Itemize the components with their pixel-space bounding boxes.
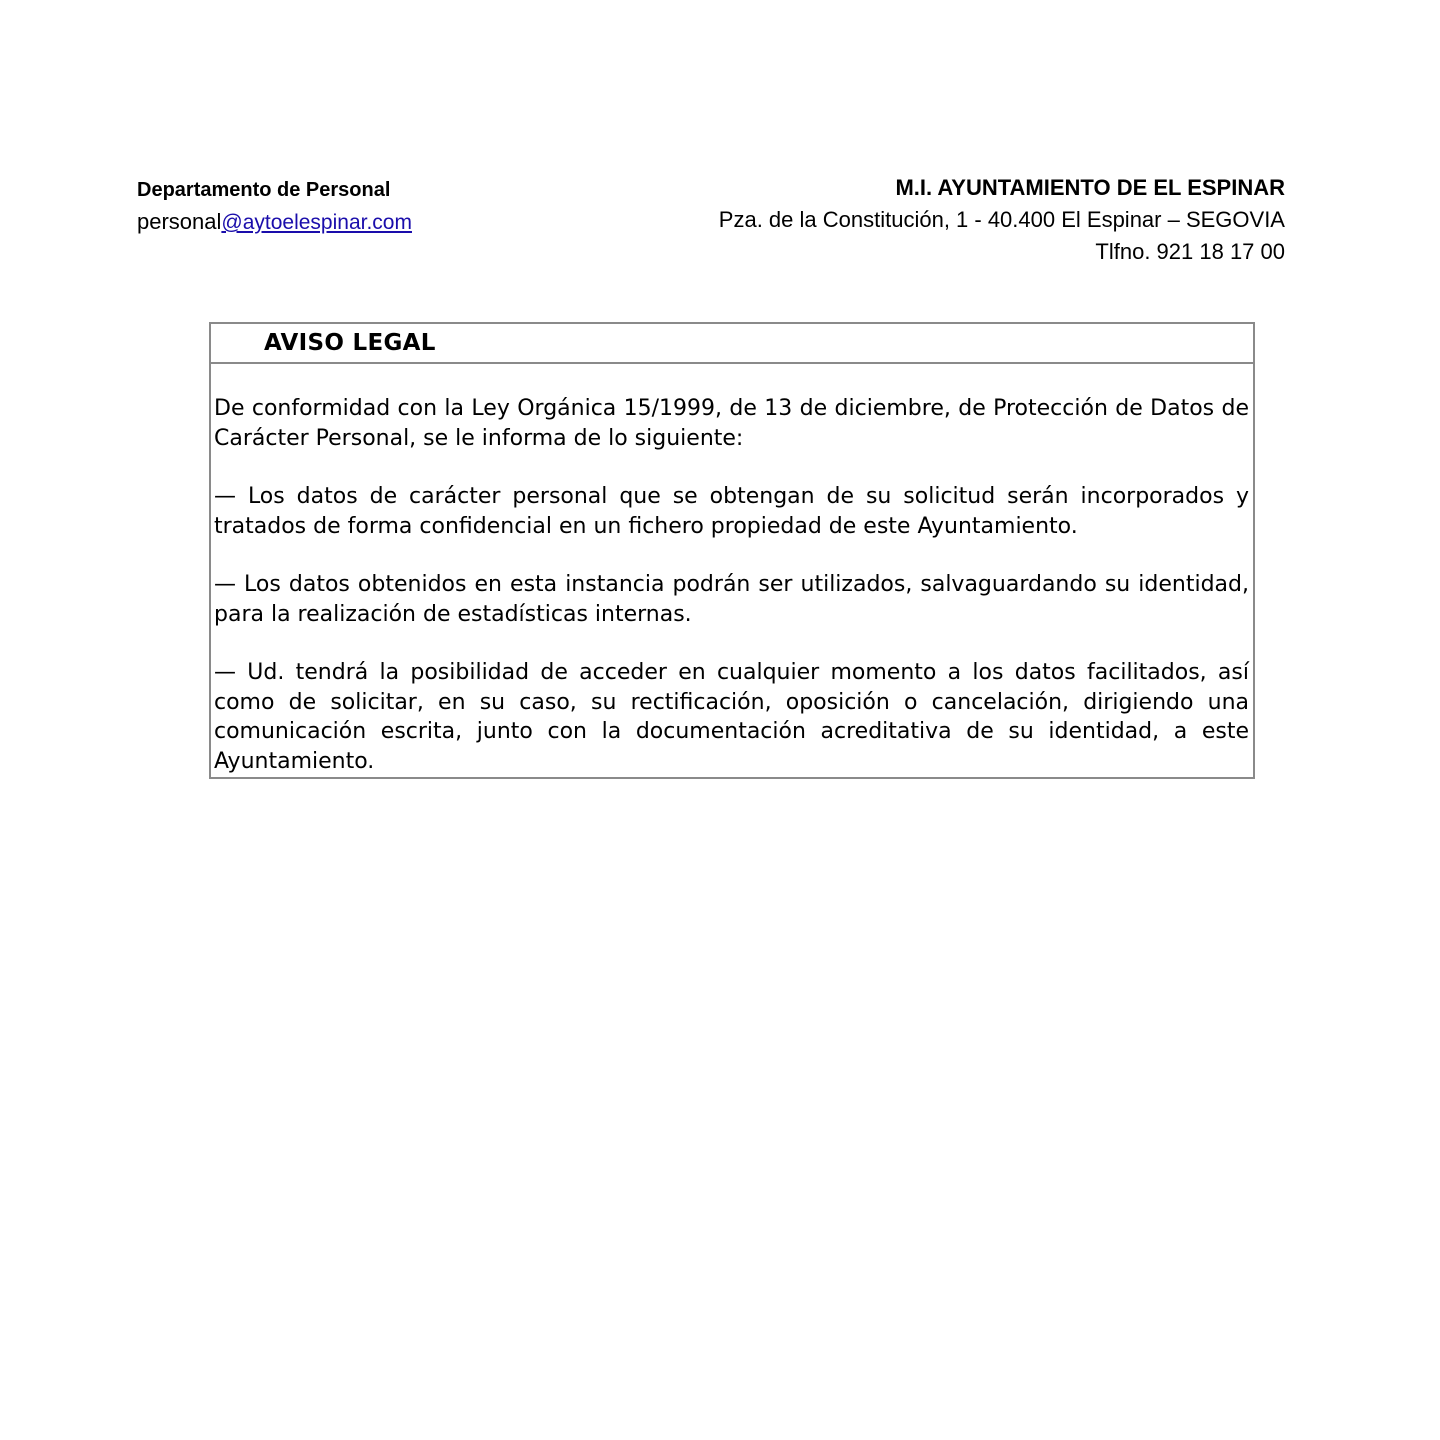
legal-notice-box [209,322,1255,779]
legal-paragraph-intro: De conformidad con la Ley Orgánica 15/1999, de 13 de diciembre, de Protección de Datos de Carácter Personal, se le informa de lo siguiente: [214,396,1249,451]
department-name: Departamento de Personal [137,179,391,201]
department-block [137,176,412,239]
organization-block [719,172,1285,268]
legal-notice-body [211,364,1253,776]
legal-notice-title: AVISO LEGAL [264,330,436,356]
organization-address: Pza. de la Constitución, 1 - 40.400 El Espinar – SEGOVIA [718,207,1285,232]
organization-name: M.I. AYUNTAMIENTO DE EL ESPINAR [895,175,1285,200]
legal-notice-header [211,324,1253,364]
organization-phone: Tlfno. 921 18 17 00 [1095,239,1285,264]
email-domain-link[interactable]: @aytoelespinar.com [221,211,412,234]
legal-paragraph-rights: — Ud. tendrá la posibilidad de acceder en cualquier momento a los datos facilitados, así como de solicitar, en su caso, su rectificación, oposición o cancelación, dirigiendo una comunicación escrita, junto con la documentación acreditativa de su identidad, a este Ayuntamiento. [214,660,1249,774]
email-user: personal [137,209,222,234]
legal-paragraph-statistics: — Los datos obtenidos en esta instancia podrán ser utilizados, salvaguardando su identidad, para la realización de estadísticas internas. [214,572,1249,627]
legal-paragraph-data-processing: — Los datos de carácter personal que se obtengan de su solicitud serán incorporados y tratados de forma confidencial en un fichero propiedad de este Ayuntamiento. [214,484,1249,539]
email-line [137,206,412,239]
